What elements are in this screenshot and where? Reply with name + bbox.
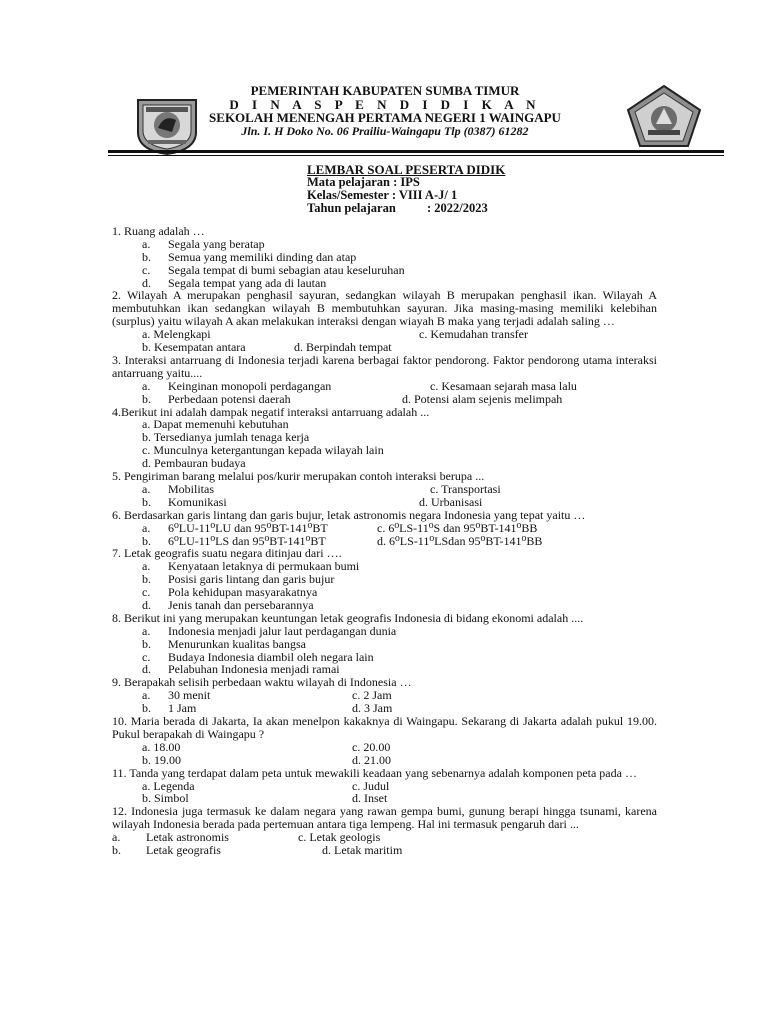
option-text: c. 6⁰LS-11⁰S dan 95⁰BT-141⁰BB (377, 520, 538, 535)
question-11: 11. Tanda yang terdapat dalam peta untuk mewakili keadaan yang sebenarnya adalah komponen peta pada … (112, 765, 637, 780)
option-text: Pola kehidupan masyarakatnya (168, 585, 318, 600)
option-row (112, 483, 657, 496)
option-row (112, 393, 657, 406)
question-2: 2. Wilayah A merupakan penghasil sayuran, sedangkan wilayah B merupakan penghasil ikan. Wilayah A membutuhkan ikan sedangkan wilayah B membutuhkan sayuran. Jika masing-masing memiliki kelebihan (surplus) yaitu wilayah A akan melakukan interaksi dengan wiayah B maka yang terjadi adalah saling … (112, 288, 657, 329)
option-text: Semua yang memiliki dinding dan atap (168, 249, 357, 264)
letterhead (190, 84, 580, 138)
sheet-title: LEMBAR SOAL PESERTA DIDIK (307, 162, 506, 177)
option-letter: b. (142, 249, 151, 264)
option-row (112, 792, 657, 805)
option-letter: c. (142, 585, 151, 600)
question-4: 4.Berikut ini adalah dampak negatif interaksi antarruang adalah ... (112, 404, 430, 419)
option-letter: b. (142, 701, 151, 716)
option-row (112, 238, 657, 251)
option-row (112, 754, 657, 767)
option-text: d. Berpindah tempat (294, 340, 392, 355)
option-text: d. Urbanisasi (419, 494, 483, 509)
option-row (112, 702, 657, 715)
option-text: Letak astronomis (146, 830, 229, 845)
question-10: 10. Maria berada di Jakarta, Ia akan menelpon kakaknya di Waingapu. Sekarang di Jakarta adalah pukul 19.00. Pukul berapakah di Waingapu ? (112, 714, 657, 741)
option-letter: a. (142, 559, 151, 574)
option-text: Jenis tanah dan persebarannya (168, 597, 314, 612)
option-letter: a. (142, 378, 151, 393)
option-text: b. Kesempatan antara (142, 340, 246, 355)
option-letter: a. (142, 688, 151, 703)
class-line: Kelas/Semester : VIII A-J/ 1 (307, 188, 458, 202)
government-name: PEMERINTAH KABUPATEN SUMBA TIMUR (250, 83, 520, 98)
option-letter: a. (142, 623, 151, 638)
letterhead-divider (108, 150, 724, 153)
option-text: Keinginan monopoli perdagangan (168, 378, 332, 393)
school-emblem-icon (626, 84, 702, 148)
option-text: Pelabuhan Indonesia menjadi ramai (168, 662, 340, 677)
school-name: SEKOLAH MENENGAH PERTAMA NEGERI 1 WAINGAPU (209, 110, 561, 125)
option-letter: c. (142, 262, 151, 277)
option-text: d. Letak maritim (322, 843, 403, 858)
option-row (112, 625, 657, 638)
option-letter: b. (142, 533, 151, 548)
option-letter: a. (112, 830, 121, 845)
option-row (112, 457, 657, 470)
option-row (112, 341, 657, 354)
option-row (112, 522, 657, 535)
option-letter: b. (142, 494, 151, 509)
option-text: c. Kesamaan sejarah masa lalu (430, 378, 577, 393)
option-text: d. Inset (352, 791, 388, 806)
option-text: d. 6⁰LS-11⁰LSdan 95⁰BT-141⁰BB (377, 533, 543, 548)
option-text: a. Dapat memenuhi kebutuhan (142, 417, 289, 432)
option-text: Kenyataan letaknya di permukaan bumi (168, 559, 360, 574)
option-text: Letak geografis (146, 843, 221, 858)
option-row (112, 844, 657, 857)
question-1: 1. Ruang adalah … (112, 224, 205, 238)
year-value: : 2022/2023 (427, 201, 488, 215)
question-3: 3. Interaksi antarruang di Indonesia terjadi karena berbagai faktor pendorong. Faktor pendorong utama interaksi antarruang yaitu.... (112, 352, 657, 380)
option-text: c. 20.00 (352, 739, 391, 754)
question-9: 9. Berapakah selisih perbedaan waktu wilayah di Indonesia … (112, 675, 412, 690)
option-text: Indonesia menjadi jalur laut perdagangan dunia (168, 623, 397, 638)
question-7: 7. Letak geografis suatu negara ditinjau dari …. (112, 546, 342, 561)
sheet-title-block (307, 163, 505, 215)
option-text: d. Pembauran budaya (142, 456, 246, 471)
option-text: c. Transportasi (430, 481, 501, 496)
option-text: 30 menit (168, 688, 211, 703)
option-letter: b. (112, 843, 121, 858)
option-text: b. Tersedianya jumlah tenaga kerja (142, 430, 310, 445)
school-address: Jln. I. H Doko No. 06 Prailiu-Waingapu Tlp (0387) 61282 (241, 123, 529, 138)
option-text: Komunikasi (168, 494, 227, 509)
option-text: 6⁰LU-11⁰LU dan 95⁰BT-141⁰BT (168, 520, 328, 535)
option-text: 6⁰LU-11⁰LS dan 95⁰BT-141⁰BT (168, 533, 326, 548)
agency-name: D I N A S P E N D I D I K A N (229, 96, 541, 112)
option-row (112, 496, 657, 509)
option-text: Mobilitas (168, 481, 215, 496)
letterhead-divider-thin (108, 155, 724, 156)
option-row (112, 264, 657, 277)
option-text: c. Munculnya ketergantungan kepada wilayah lain (142, 443, 384, 458)
option-row (112, 741, 657, 754)
option-letter: b. (142, 391, 151, 406)
option-row (112, 277, 657, 290)
option-row (112, 380, 657, 393)
option-text: a. Melengkapi (142, 327, 211, 342)
option-row (112, 251, 657, 264)
question-12: 12. Indonesia juga termasuk ke dalam negara yang rawan gempa bumi, gunung berapi hingga tsunami, karena wilayah Indonesia berada pada pertemuan antara tiga lempeng. Hal ini termasuk pengaruh dari ... (112, 804, 657, 832)
option-text: b. Simbol (142, 791, 189, 806)
option-text: d. 3 Jam (352, 701, 393, 716)
question-6: 6. Berdasarkan garis lintang dan garis bujur, letak astronomis negara Indonesia yang tepat yaitu … (112, 507, 586, 522)
option-text: c. 2 Jam (352, 688, 392, 703)
option-letter: d. (142, 662, 151, 677)
question-list (112, 225, 657, 857)
option-letter: b. (142, 636, 151, 651)
option-text: d. Potensi alam sejenis melimpah (402, 391, 563, 406)
option-text: c. Judul (352, 778, 390, 793)
option-text: Menurunkan kualitas bangsa (168, 636, 306, 651)
option-text: d. 21.00 (352, 752, 391, 767)
year-line (307, 202, 505, 215)
option-letter: a. (142, 236, 151, 251)
option-row (112, 599, 657, 612)
subject-line: Mata pelajaran : IPS (307, 175, 420, 189)
option-text: b. 19.00 (142, 752, 181, 767)
option-text: a. Legenda (142, 778, 195, 793)
option-letter: c. (142, 649, 151, 664)
option-letter: a. (142, 481, 151, 496)
option-letter: d. (142, 275, 151, 290)
option-text: 1 Jam (168, 701, 197, 716)
option-row (112, 663, 657, 676)
option-text: Segala tempat di bumi sebagian atau keseluruhan (168, 262, 405, 277)
option-letter: a. (142, 520, 151, 535)
question-5: 5. Pengiriman barang melalui pos/kurir merupakan contoh interaksi berupa ... (112, 469, 485, 484)
option-row (112, 638, 657, 651)
question-8: 8. Berikut ini yang merupakan keuntungan letak geografis Indonesia di bidang ekonomi adalah .... (112, 610, 584, 625)
option-text: c. Kemudahan transfer (419, 327, 528, 342)
option-letter: b. (142, 572, 151, 587)
option-row (112, 535, 657, 548)
option-text: Budaya Indonesia diambil oleh negara lain (168, 649, 374, 664)
option-text: Segala yang beratap (168, 236, 265, 251)
option-text: c. Letak geologis (298, 830, 381, 845)
option-letter: d. (142, 597, 151, 612)
year-label: Tahun pelajaran (307, 201, 396, 215)
option-text: Posisi garis lintang dan garis bujur (168, 572, 335, 587)
option-text: Perbedaan potensi daerah (168, 391, 291, 406)
option-text: a. 18.00 (142, 739, 181, 754)
option-text: Segala tempat yang ada di lautan (168, 275, 327, 290)
